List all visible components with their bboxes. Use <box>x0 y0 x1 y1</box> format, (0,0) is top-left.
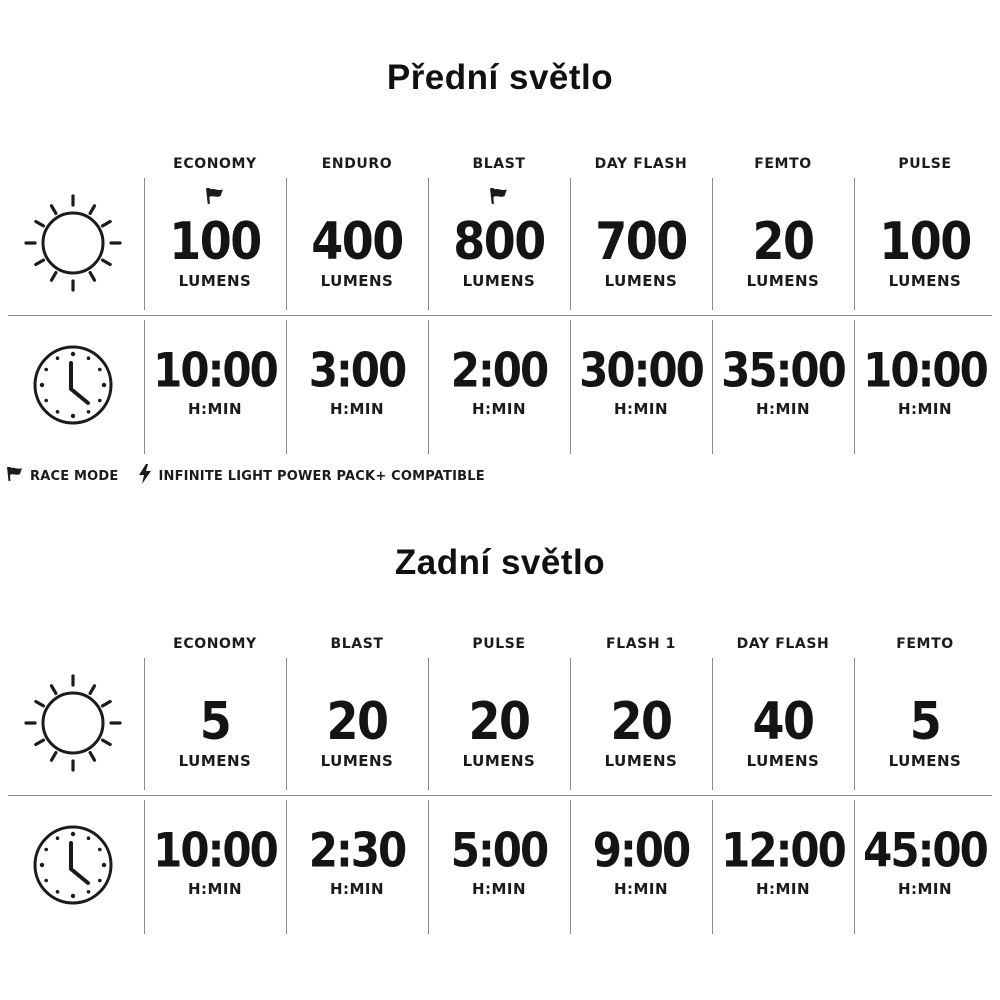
lumens-value: 40 <box>752 690 814 752</box>
legend-race-mode <box>6 466 118 486</box>
row-divider <box>8 795 992 796</box>
runtime-value: 45:00 <box>863 823 987 878</box>
runtime-value: 35:00 <box>721 343 845 398</box>
runtime-value: 30:00 <box>579 343 703 398</box>
runtime-value: 9:00 <box>592 823 690 878</box>
lumens-cell <box>854 180 996 310</box>
legend <box>6 464 505 488</box>
lumens-cell <box>428 180 570 310</box>
lumens-unit: LUMENS <box>462 752 536 770</box>
clock-icon <box>32 344 114 431</box>
runtime-cell <box>428 800 570 930</box>
flag-icon <box>428 187 570 205</box>
lumens-unit: LUMENS <box>320 272 394 290</box>
legend-power-pack <box>138 464 484 488</box>
lumens-cell <box>712 660 854 790</box>
runtime-cell <box>144 800 286 930</box>
mode-name: BLAST <box>330 636 384 652</box>
lumens-value: 400 <box>311 210 403 272</box>
runtime-value: 2:00 <box>450 343 548 398</box>
runtime-unit: H:MIN <box>897 400 953 418</box>
mode-name: DAY FLASH <box>594 156 688 172</box>
lumens-unit: LUMENS <box>320 752 394 770</box>
lumens-value: 20 <box>326 690 388 752</box>
runtime-unit: H:MIN <box>755 400 811 418</box>
lumens-unit: LUMENS <box>178 272 252 290</box>
runtime-value: 10:00 <box>153 823 277 878</box>
rear-light-title: Zadní světlo <box>394 543 606 582</box>
front-light-title: Přední světlo <box>386 58 614 97</box>
lumens-value: 5 <box>909 690 941 752</box>
mode-name: FEMTO <box>754 156 812 172</box>
clock-icon <box>32 824 114 911</box>
legend-race-mode-label: RACE MODE <box>30 468 119 484</box>
lumens-cell <box>286 660 428 790</box>
runtime-unit: H:MIN <box>187 400 243 418</box>
lumens-value: 700 <box>595 210 687 272</box>
runtime-cell <box>286 320 428 450</box>
flag-icon <box>144 187 286 205</box>
runtime-value: 2:30 <box>308 823 406 878</box>
lumens-unit: LUMENS <box>462 272 536 290</box>
lightning-bolt-icon <box>138 464 158 488</box>
runtime-unit: H:MIN <box>329 880 385 898</box>
mode-name: ECONOMY <box>173 636 257 652</box>
lumens-cell <box>286 180 428 310</box>
lumens-cell <box>144 180 286 310</box>
lumens-value: 20 <box>752 210 814 272</box>
runtime-value: 10:00 <box>863 343 987 398</box>
runtime-unit: H:MIN <box>613 400 669 418</box>
runtime-unit: H:MIN <box>613 880 669 898</box>
lumens-value: 20 <box>610 690 672 752</box>
lumens-unit: LUMENS <box>888 272 962 290</box>
flag-icon <box>6 466 30 486</box>
runtime-unit: H:MIN <box>329 400 385 418</box>
row-divider <box>8 315 992 316</box>
runtime-cell <box>712 800 854 930</box>
lumens-cell <box>144 660 286 790</box>
runtime-value: 5:00 <box>450 823 548 878</box>
runtime-value: 10:00 <box>153 343 277 398</box>
lumens-value: 100 <box>879 210 971 272</box>
runtime-unit: H:MIN <box>187 880 243 898</box>
lumens-value: 20 <box>468 690 530 752</box>
mode-name: ENDURO <box>321 156 393 172</box>
runtime-cell <box>570 800 712 930</box>
lumens-cell <box>712 180 854 310</box>
lumens-cell <box>570 180 712 310</box>
lumens-unit: LUMENS <box>746 752 820 770</box>
runtime-cell <box>854 320 996 450</box>
mode-name: FEMTO <box>896 636 954 652</box>
lumens-value: 5 <box>199 690 231 752</box>
mode-name: DAY FLASH <box>736 636 830 652</box>
lumens-unit: LUMENS <box>178 752 252 770</box>
runtime-unit: H:MIN <box>755 880 811 898</box>
lumens-value: 100 <box>169 210 261 272</box>
runtime-cell <box>712 320 854 450</box>
runtime-value: 3:00 <box>308 343 406 398</box>
lumens-cell <box>570 660 712 790</box>
runtime-cell <box>428 320 570 450</box>
runtime-cell <box>570 320 712 450</box>
mode-name: PULSE <box>898 156 952 172</box>
runtime-unit: H:MIN <box>897 880 953 898</box>
lumens-unit: LUMENS <box>604 272 678 290</box>
mode-name: FLASH 1 <box>606 636 676 652</box>
runtime-unit: H:MIN <box>471 880 527 898</box>
lumens-cell <box>428 660 570 790</box>
runtime-unit: H:MIN <box>471 400 527 418</box>
runtime-value: 12:00 <box>721 823 845 878</box>
runtime-cell <box>144 320 286 450</box>
runtime-cell <box>854 800 996 930</box>
legend-power-pack-label: INFINITE LIGHT POWER PACK+ COMPATIBLE <box>158 468 485 484</box>
lumens-cell <box>854 660 996 790</box>
lumens-unit: LUMENS <box>746 272 820 290</box>
lumens-value: 800 <box>453 210 545 272</box>
sun-icon <box>20 190 126 301</box>
lumens-unit: LUMENS <box>888 752 962 770</box>
runtime-cell <box>286 800 428 930</box>
mode-name: PULSE <box>472 636 526 652</box>
mode-name: ECONOMY <box>173 156 257 172</box>
mode-name: BLAST <box>472 156 526 172</box>
lumens-unit: LUMENS <box>604 752 678 770</box>
sun-icon <box>20 670 126 781</box>
